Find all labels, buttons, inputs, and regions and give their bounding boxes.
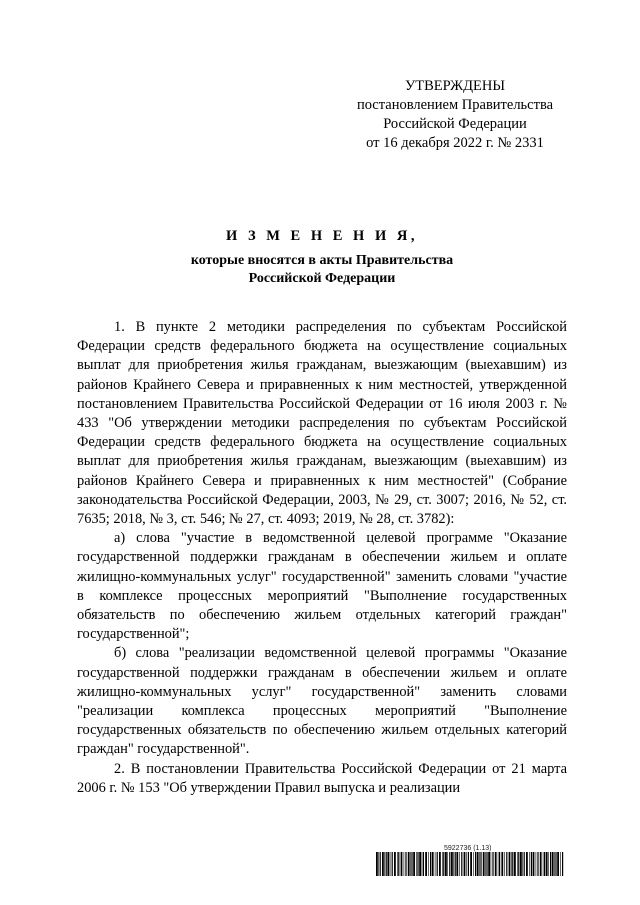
approval-stamp	[340, 77, 570, 153]
title-subtitle	[77, 252, 567, 288]
document-body	[77, 318, 567, 798]
approval-heading: УТВЕРЖДЕНЫ	[404, 78, 506, 94]
approval-line: Российской Федерации	[383, 116, 527, 132]
paragraph-1: 1. В пункте 2 методики распределения по субъектам Российской Федерации средств федерального бюджета на осуществление социальных выплат для приобретения жилья гражданам, выезжающим (выехавшим) из районов Крайнего Севера и приравненных к ним местностей, утвержденной постановлением Правительства Российской Федерации от 16 июля 2003 г. № 433 "Об утверждении методики распределения по субъектам Российской Федерации средств федерального бюджета на осуществление социальных выплат для приобретения жилья гражданам, выезжающим (выехавшим) из районов Крайнего Севера и приравненных к ним местностей" (Собрание законодательства Российской Федерации, 2003, № 29, ст. 3007; 2016, № 52, ст. 7635; 2018, № 3, ст. 546; № 27, ст. 4093; 2019, № 28, ст. 3782):	[77, 319, 567, 528]
approval-date: от 16 декабря 2022 г. № 2331	[366, 135, 544, 151]
document-code: 5922736 (1.13)	[444, 845, 492, 852]
paragraph-1b: б) слова "реализации ведомственной целевой программы "Оказание государственной поддержки гражданам в обеспечении жильем и оплате жилищно-коммунальных услуг" государственной" заменить словами "реализации комплекса процессных мероприятий "Выполнение государственных обязательств по обеспечению жильем отдельных категорий граждан" государственной".	[77, 645, 567, 758]
title-subtitle-line: Российской Федерации	[248, 271, 396, 286]
paragraph-2: 2. В постановлении Правительства Российской Федерации от 21 марта 2006 г. № 153 "Об утверждении Правил выпуска и реализации	[77, 760, 567, 796]
title-main: И З М Е Н Е Н И Я,	[226, 228, 418, 244]
paragraph-1a: а) слова "участие в ведомственной целевой программе "Оказание государственной поддержки гражданам в обеспечении жильем и оплате жилищно-коммунальных услуг" государственной" заменить словами "участие в комплексе процессных мероприятий "Выполнение государственных обязательств по обеспечению жильем отдельных категорий граждан" государственной";	[77, 530, 567, 643]
title-subtitle-line: которые вносятся в акты Правительства	[190, 253, 454, 268]
barcode-icon	[376, 852, 564, 876]
document-title	[77, 226, 567, 288]
approval-line: постановлением Правительства	[356, 97, 554, 113]
